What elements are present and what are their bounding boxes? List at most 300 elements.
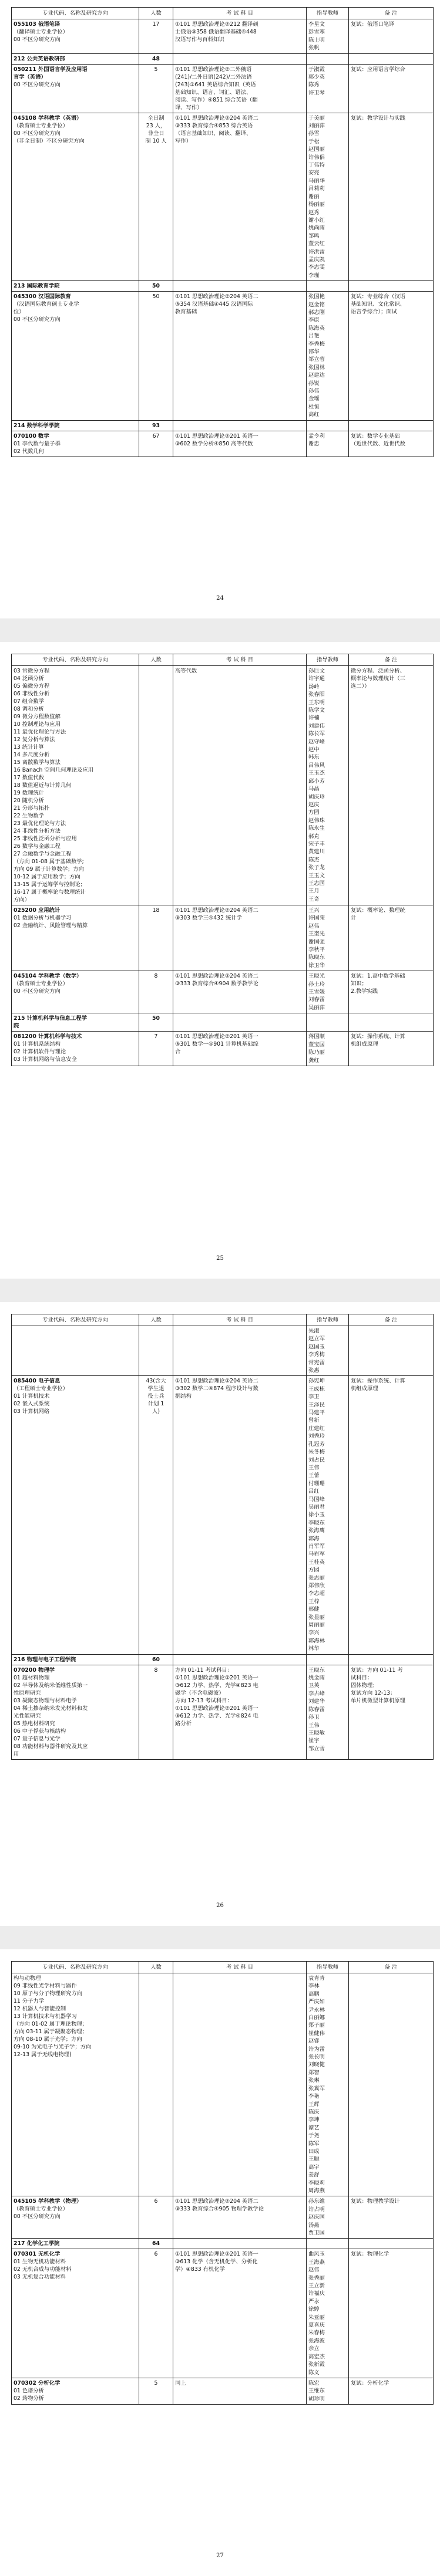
cell-line: 陈长军 — [308, 731, 325, 738]
note-cell — [349, 19, 434, 54]
program-cell — [12, 2196, 139, 2239]
cell-line: 朱冬梅 — [308, 1449, 325, 1456]
cell-line: 许宇通 — [308, 675, 325, 682]
count-cell — [139, 1032, 173, 1066]
cell-line: ①101 思想政治理论②204 英语二 — [175, 1378, 258, 1385]
cell-line: 张琳 — [308, 2077, 320, 2084]
cell-line: 机组成原理 — [351, 1385, 378, 1392]
program-row — [12, 2249, 434, 2378]
cell-line: 谢忠 — [308, 441, 320, 448]
cell-line: 陈晓东 — [308, 954, 325, 961]
cell-line: 王梓 — [308, 1598, 320, 1605]
empty-cell — [173, 281, 307, 292]
cell-line: ①101 思想政治理论②二外俄语 — [175, 66, 252, 73]
cell-line: 邢健 — [308, 1606, 320, 1613]
cell-line: 许占明 — [308, 2206, 325, 2213]
cell-line: ①101 思想政治理论②204 英语二 — [175, 114, 258, 121]
supervisor-cell — [307, 64, 349, 113]
cell-line: 赵睿 — [308, 2038, 320, 2045]
cell-line: 王晓光 — [308, 973, 325, 980]
department-count: 50 — [139, 1013, 173, 1032]
exam-subjects-cell — [173, 64, 307, 113]
cell-line: 070100 数学 — [14, 432, 49, 440]
exam-subjects-cell — [173, 971, 307, 1013]
cell-line: 王辉 — [308, 2101, 320, 2108]
cell-line: 王伟 — [308, 1722, 320, 1729]
cell-line: 13 计算机技术与机器学习 — [14, 2013, 77, 2020]
department-row — [12, 281, 434, 292]
cell-line: （汉语国际教育硕士专业学 — [14, 301, 79, 308]
count-cell — [139, 905, 173, 971]
cell-line: 汉语写作与百科知识 — [175, 36, 224, 43]
cell-line: 王雪媛 — [308, 989, 325, 996]
cell-line: 教育基础 — [175, 309, 197, 316]
count-cell — [139, 2378, 173, 2404]
cell-line: 04 稀土掺杂纳米发光材料和发 — [14, 1705, 88, 1712]
cell-line: 马岩军 — [308, 1551, 325, 1558]
cell-line: 刘建华 — [308, 1698, 325, 1705]
cell-line: 刘建伟 — [308, 722, 325, 729]
cell-line: 03 计算机网络与信息安全 — [14, 1056, 77, 1063]
cell-line: 孙士玲 — [308, 981, 325, 988]
cell-line: 李星文 — [308, 21, 325, 28]
cell-line: 安亮 — [308, 170, 320, 177]
cell-line: 姚金雨 — [308, 1675, 325, 1682]
cell-line: 学）④833 有机化学 — [175, 2266, 225, 2273]
cell-line: 李卫 — [308, 1394, 320, 1401]
program-cell — [12, 905, 139, 971]
cell-line: 070200 物理学 — [14, 1666, 55, 1674]
supervisor-cell — [307, 1326, 349, 1376]
cell-text: 7 — [154, 1033, 158, 1040]
cell-line: 213 国际教育学院 — [14, 283, 60, 290]
program-row — [12, 666, 434, 905]
cell-line: 张海鹰 — [308, 1527, 325, 1534]
program-cell — [12, 1973, 139, 2196]
cell-line: 22 生物数学 — [14, 813, 44, 819]
cell-text: 50 — [152, 293, 160, 300]
cell-line: 孙宪坤 — [308, 1378, 325, 1385]
cell-line: 赵建达 — [308, 372, 325, 379]
cell-line: 23 人， — [146, 122, 166, 129]
cell-line: 郝克 — [308, 833, 320, 840]
cell-line: 董宝国 — [308, 1041, 325, 1048]
empty-cell — [349, 281, 434, 292]
cell-line: 陈学文 — [308, 707, 325, 714]
department-count: 50 — [139, 281, 173, 292]
cell-line: 基础知识、语言、词汇、语法、 — [175, 89, 252, 96]
cell-line: 陈永生 — [308, 825, 325, 832]
cell-line: 刘春雷 — [308, 996, 325, 1003]
program-row — [12, 19, 434, 54]
cell-line: 陈庆 — [308, 2108, 320, 2115]
cell-line: 朱淑 — [308, 1328, 320, 1334]
catalog-page-27 — [0, 1949, 440, 2576]
cell-line: 00 不区分研究方向 — [14, 81, 61, 88]
cell-line: 01 李代数与量子群 — [14, 440, 61, 447]
enrollment-table — [11, 654, 434, 1066]
cell-line: 13 统计计算 — [14, 744, 44, 751]
cell-line: 11 分子力学 — [14, 1998, 44, 2004]
cell-line: 08 调和分析 — [14, 706, 44, 712]
cell-line: 李晓东 — [308, 1519, 325, 1526]
cell-line: 非全日 — [147, 130, 164, 137]
department-name — [12, 53, 139, 64]
count-cell — [139, 2196, 173, 2239]
empty-cell — [307, 420, 349, 431]
supervisor-cell — [307, 2378, 349, 2404]
cell-line: 朱春梅 — [308, 2330, 325, 2337]
program-row — [12, 431, 434, 457]
cell-line: 212 公共英语教研部 — [14, 55, 65, 62]
cell-line: 张惠 — [308, 1367, 320, 1374]
cell-line: 02 计算机软件与理论 — [14, 1049, 66, 1056]
cell-line: 周海燕 — [308, 2187, 325, 2194]
cell-line: 邱小芳 — [308, 777, 325, 785]
page-number: 25 — [216, 1255, 224, 1262]
cell-line: ①101 思想政治理论②204 英语二 — [175, 907, 258, 914]
cell-line: ①101 思想政治理论②212 翻译硕 — [175, 21, 258, 28]
cell-line: 郭少英 — [308, 74, 325, 81]
cell-line: 01 超材料物理 — [14, 1674, 50, 1681]
department-count: 48 — [139, 53, 173, 64]
cell-line: （方向 01-02 属于理论物理； — [14, 2021, 88, 2027]
cell-line: 孙卫 — [308, 1714, 320, 1721]
cell-line: 语言学综合）；面试 — [351, 309, 398, 316]
cell-line: 李秋平 — [308, 946, 325, 954]
cell-line: 复试：概率论、数理统 — [351, 907, 405, 914]
department-row — [12, 1013, 434, 1032]
cell-line: 王蕾 — [308, 1472, 320, 1479]
cell-line: 27 金融数学与金融工程 — [14, 851, 72, 857]
header-note: 备 注 — [349, 1314, 434, 1326]
supervisor-cell — [307, 2249, 349, 2378]
cell-line: 概率论与数理统计（三 — [351, 675, 405, 682]
cell-line: 04 泛函分析 — [14, 675, 44, 682]
cell-line: 曾新 — [308, 1417, 320, 1424]
cell-line: 高鹏 — [308, 1990, 320, 1997]
cell-line: 045105 学科教学（物理） — [14, 2198, 82, 2205]
cell-line: 选二）） — [351, 683, 370, 689]
cell-line: 025200 应用统计 — [14, 907, 61, 914]
cell-line: 10 控制理论与应用 — [14, 721, 61, 728]
cell-line: 许伟侣 — [308, 154, 325, 161]
cell-line: 16 Banach 空间几何理论及应用 — [14, 767, 94, 773]
cell-line: 路分析 — [175, 1720, 192, 1727]
program-cell — [12, 2249, 139, 2378]
note-cell — [349, 1973, 434, 2196]
cell-line: 方向 08-10 属于光学；方向 — [14, 2036, 82, 2043]
cell-line: 王月 — [308, 888, 320, 895]
cell-line: 张显丽 — [308, 1614, 325, 1621]
cell-line: 白丽娜 — [308, 2014, 325, 2021]
program-cell — [12, 666, 139, 905]
exam-subjects-cell — [173, 1973, 307, 2196]
program-cell — [12, 431, 139, 457]
supervisor-cell — [307, 905, 349, 971]
program-cell — [12, 64, 139, 113]
supervisor-cell — [307, 666, 349, 905]
supervisor-cell — [307, 1376, 349, 1654]
cell-line: 陈义 — [308, 2369, 320, 2376]
cell-line: 李秀梅 — [308, 1351, 325, 1358]
count-cell — [139, 292, 173, 421]
note-cell — [349, 1326, 434, 1376]
cell-line: 09 微分方程数值解 — [14, 714, 61, 720]
cell-line: 庄建红 — [308, 1425, 325, 1432]
cell-line: 12 机器人与智能控制 — [14, 2006, 66, 2012]
note-cell — [349, 2378, 434, 2404]
empty-cell — [307, 53, 349, 64]
cell-line: 性原理研究 — [14, 1689, 41, 1696]
cell-line: 杨丽丽 — [308, 201, 325, 208]
cell-line: 吴丽萍 — [308, 1004, 325, 1011]
count-cell — [139, 971, 173, 1013]
cell-line: 院 — [14, 1023, 19, 1030]
cell-line: 孟庆凯 — [308, 256, 325, 263]
cell-line: 复试：1.高中数学基础 — [351, 973, 405, 980]
cell-line: 刘占民 — [308, 1456, 325, 1463]
cell-line: 王玉杰 — [308, 770, 325, 777]
enrollment-table — [11, 1961, 434, 2405]
cell-line: 李志超 — [308, 1590, 325, 1597]
cell-line: 孙伟 — [308, 388, 320, 395]
cell-line: 陈士明 — [308, 36, 325, 43]
cell-line: 00 不区分研究方向 — [14, 988, 61, 995]
header-row — [12, 1314, 434, 1326]
cell-line: 谢小红 — [308, 217, 325, 224]
exam-subjects-cell — [173, 666, 307, 905]
cell-line: 复试：操作系统、计算 — [351, 1378, 405, 1385]
cell-line: 汤燕 — [308, 2222, 320, 2229]
program-cell — [12, 1376, 139, 1654]
exam-subjects-cell — [173, 431, 307, 457]
supervisor-cell — [307, 971, 349, 1013]
cell-line: 01 计算机技术 — [14, 1393, 50, 1400]
cell-line: 王维东 — [308, 2388, 325, 2395]
note-cell — [349, 113, 434, 281]
cell-line: 045104 学科教学（数学） — [14, 973, 82, 980]
empty-cell — [349, 420, 434, 431]
department-count: 93 — [139, 420, 173, 431]
cell-line: 孙东维 — [308, 2198, 325, 2205]
cell-line: 02 代数几何 — [14, 448, 44, 455]
header-count: 人数 — [139, 8, 173, 19]
supervisor-cell — [307, 292, 349, 421]
cell-line: 制 10 人 — [145, 137, 167, 144]
catalog-page-25 — [0, 642, 440, 1279]
cell-line: 卫英 — [308, 1682, 320, 1689]
cell-line: 张海波 — [308, 2337, 325, 2344]
cell-line: （教育硕士专业学位） — [14, 2206, 68, 2213]
header-program: 专业代码、名称及研究方向 — [12, 1314, 139, 1326]
cell-line: ①101 思想政治理论②204 英语二 — [175, 973, 258, 980]
exam-subjects-cell — [173, 2196, 307, 2239]
header-note: 备 注 — [349, 8, 434, 19]
cell-line: 人) — [152, 1408, 160, 1415]
supervisor-cell — [307, 431, 349, 457]
cell-line: 06 非线性分析 — [14, 691, 50, 697]
cell-line: (243)③641 英语综合知识（英语 — [175, 81, 256, 88]
cell-line: 217 化学化工学院 — [14, 2240, 60, 2247]
cell-line: 合 — [175, 1049, 181, 1056]
cell-line: 机组成原理 — [351, 1041, 378, 1048]
cell-line: 055103 俄语笔译 — [14, 21, 61, 28]
enrollment-table — [11, 7, 434, 457]
cell-line: 学生退 — [147, 1385, 164, 1392]
cell-line: 王聪 — [308, 2156, 320, 2163]
program-row — [12, 1032, 434, 1066]
cell-line: 李占峰 — [308, 1690, 325, 1697]
note-cell — [349, 2249, 434, 2378]
department-row — [12, 420, 434, 431]
header-supervisor: 指导教师 — [307, 654, 349, 666]
empty-cell — [349, 1013, 434, 1032]
cell-line: 王志国 — [308, 880, 325, 887]
cell-line: 于尧 — [308, 2132, 320, 2139]
cell-line: ③602 数学分析④850 高等代数 — [175, 440, 253, 447]
note-cell — [349, 905, 434, 971]
cell-line: 刘秀玲 — [308, 1433, 325, 1440]
cell-line: 王立新 — [308, 2283, 325, 2290]
cell-line: 崔宇 — [308, 1737, 320, 1745]
cell-line: 付珊珊 — [308, 1480, 325, 1487]
cell-line: 孙锐 — [308, 380, 320, 387]
cell-line: ①101 思想政治理论②204 英语二 — [175, 293, 258, 300]
header-exam: 考 试 科 目 — [173, 1962, 307, 1973]
cell-line: 曲风玉 — [308, 2251, 325, 2258]
program-cell — [12, 2378, 139, 2404]
empty-cell — [173, 53, 307, 64]
cell-line: 王伟 — [308, 1464, 320, 1471]
cell-line: 构与动物理 — [14, 1975, 41, 1982]
supervisor-cell — [307, 1665, 349, 1759]
cell-line: 许楠 — [308, 715, 320, 722]
cell-line: 09-10 为光电子与光子学；方向 — [14, 2044, 92, 2050]
cell-text: 5 — [154, 66, 158, 73]
cell-line: 余立 — [308, 2345, 320, 2352]
cell-line: 姚尚雨 — [308, 225, 325, 232]
cell-line: 许卫琴 — [308, 89, 325, 96]
cell-line: 王海燕 — [308, 2259, 325, 2266]
cell-line: 马国峰 — [308, 1496, 325, 1503]
note-cell — [349, 292, 434, 421]
supervisor-cell — [307, 1032, 349, 1066]
cell-line: 李艳 — [308, 2093, 320, 2100]
cell-line: 215 计算机科学与信息工程学 — [14, 1015, 87, 1022]
exam-subjects-cell — [173, 2249, 307, 2378]
cell-line: 吕莉莉 — [308, 185, 325, 192]
count-cell — [139, 666, 173, 905]
cell-line: 袁青青 — [308, 1975, 325, 1982]
cell-line: 许福庆 — [308, 2290, 325, 2297]
program-row — [12, 971, 434, 1013]
header-row — [12, 8, 434, 19]
header-row — [12, 654, 434, 666]
cell-line: 张帆 — [308, 45, 320, 52]
cell-line: 05 偏微分方程 — [14, 683, 50, 689]
cell-line: ③303 数学三④432 统计学 — [175, 915, 242, 921]
cell-line: 16-17 属于概率论与数理统计 — [14, 889, 86, 895]
cell-line: 林华 — [308, 1645, 320, 1652]
cell-line: ③613 化学（含无机化学、分析化 — [175, 2259, 258, 2266]
cell-line: 00 不区分研究方向 — [14, 36, 61, 43]
cell-line: 02 半导体及纳米低维性质第一 — [14, 1682, 88, 1689]
cell-line: 谢国强 — [308, 938, 325, 945]
cell-line: 高宏杰 — [308, 2353, 325, 2360]
cell-line: 复试：俄语口笔译 — [351, 21, 395, 28]
cell-line: 赵立军 — [308, 1336, 325, 1343]
header-supervisor: 指导教师 — [307, 1962, 349, 1973]
page-number: 26 — [216, 1902, 224, 1909]
cell-line: 复试方向 12-13： — [351, 1689, 396, 1696]
cell-line: 张长明 — [308, 2054, 325, 2061]
note-cell — [349, 431, 434, 457]
cell-line: 孟令利 — [308, 432, 325, 440]
note-cell — [349, 2196, 434, 2239]
cell-line: 赵伟 — [308, 922, 320, 929]
cell-line: 于淑霞 — [308, 66, 325, 73]
catalog-page-26 — [0, 1302, 440, 1926]
cell-line: ③354 汉语基础④445 汉语国际 — [175, 301, 253, 308]
program-cell — [12, 1032, 139, 1066]
cell-line: （语言基础知识、阅读、翻译、 — [175, 130, 252, 137]
empty-cell — [307, 281, 349, 292]
cell-line: 王晓敏 — [308, 1729, 325, 1736]
cell-line: 张春阳 — [308, 691, 325, 698]
cell-line: 23 最优化理论与方法 — [14, 820, 66, 827]
header-row — [12, 1962, 434, 1973]
cell-line: 同上 — [175, 2379, 186, 2386]
cell-line: 张国艳 — [308, 293, 325, 300]
cell-line: 复试：数学专业基础 — [351, 432, 400, 440]
cell-line: 081200 计算机科学与技术 — [14, 1033, 82, 1040]
note-cell — [349, 1665, 434, 1759]
cell-line: 郑子丽 — [308, 2022, 325, 2029]
department-name — [12, 281, 139, 292]
program-row — [12, 1665, 434, 1759]
cell-line: 方园 — [308, 1567, 320, 1574]
cell-line: 常宪雷 — [308, 1359, 325, 1366]
program-row — [12, 1376, 434, 1654]
header-exam: 考 试 科 目 — [173, 654, 307, 666]
header-count: 人数 — [139, 654, 173, 666]
cell-line: 言学（英语） — [14, 73, 46, 80]
cell-line: 陈秀 — [308, 82, 320, 89]
cell-line: ③612 力学、热学、光学④823 电 — [175, 1682, 258, 1689]
cell-line: 张秀丽 — [308, 2274, 325, 2281]
department-row — [12, 2239, 434, 2249]
count-cell — [139, 1376, 173, 1654]
cell-line: 郑智 — [308, 2069, 320, 2076]
header-program: 专业代码、名称及研究方向 — [12, 1962, 139, 1973]
cell-line: 陈宏 — [308, 2379, 320, 2386]
cell-line: 214 数学科学学院 — [14, 422, 60, 429]
header-count: 人数 — [139, 1962, 173, 1973]
cell-line: 贾卫国 — [308, 2230, 325, 2236]
empty-cell — [173, 1654, 307, 1665]
cell-line: 写作） — [175, 137, 192, 144]
cell-line: 方向） — [14, 897, 30, 903]
cell-line: 方园 — [308, 809, 320, 816]
cell-line: 王奎先 — [308, 931, 325, 938]
cell-line: 李秀梅 — [308, 340, 325, 347]
cell-line: （翻译硕士专业学位） — [14, 29, 68, 35]
cell-line: 吕伟风 — [308, 762, 325, 769]
cell-line: 03 常微分方程 — [14, 668, 50, 674]
cell-line: 微分方程、泛函分析、 — [351, 668, 405, 674]
cell-line: 02 无机合成与功能材料 — [14, 2266, 72, 2273]
